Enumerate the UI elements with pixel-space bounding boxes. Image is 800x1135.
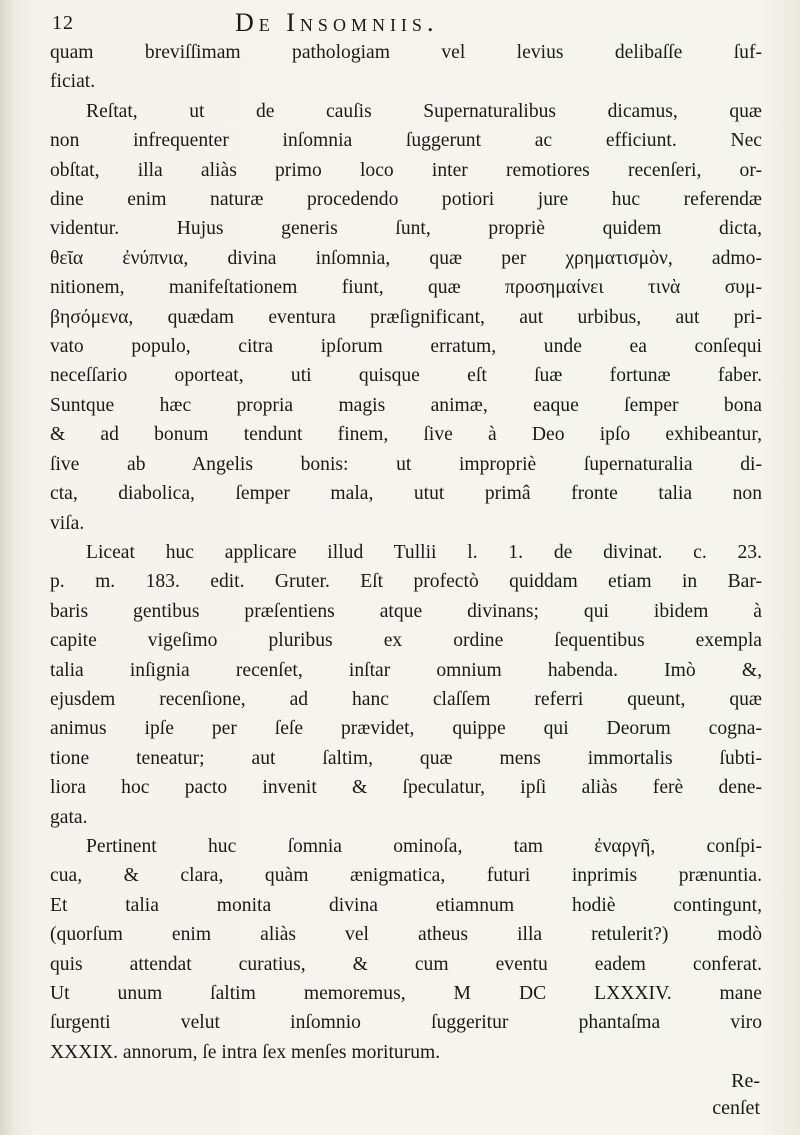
text-line: vato populo, citra ipſorum erratum, unde ea conſequi xyxy=(50,336,762,358)
text-line: capite vigeſimo pluribus ex ordine ſequentibus exempla xyxy=(50,630,762,652)
text-line: Pertinent huc ſomnia ominoſa, tam ἐναργῆ, conſpi- xyxy=(86,835,762,857)
text-line: θεῖα ἐνύπνια, divina inſomnia, quæ per χρηματισμὸν, admo- xyxy=(50,247,762,269)
text-line: nitionem, manifeſtationem fiunt, quæ προσημαίνει τινὰ συμ- xyxy=(50,277,762,299)
text-line: non infrequenter inſomnia ſuggerunt ac efficiunt. Nec xyxy=(50,130,762,152)
text-line: videntur. Hujus generis ſunt, propriè quidem dicta, xyxy=(50,218,762,240)
text-line: animus ipſe per ſeſe prævidet, quippe qui Deorum cogna- xyxy=(50,718,762,740)
running-title: De Insomniis. xyxy=(235,8,439,37)
text-line: XXXIX. annorum, ſe intra ſex menſes moriturum. xyxy=(50,1041,441,1063)
catchword-continuation: cenſet xyxy=(712,1097,760,1119)
text-line: Ut unum ſaltim memoremus, M DC LXXXIV. mane xyxy=(50,983,762,1004)
body-text xyxy=(50,38,762,1067)
text-line: liora hoc pacto invenit & ſpeculatur, ipſi aliàs ferè dene- xyxy=(50,777,762,799)
text-line: ſurgenti velut inſomnio ſuggeritur phantaſma viro xyxy=(50,1012,762,1034)
text-line: βησόμενα, quædam eventura præſignificant, aut urbibus, aut pri- xyxy=(50,306,762,328)
page-header xyxy=(50,8,750,38)
gutter-shadow xyxy=(0,0,14,1135)
text-line: neceſſario oporteat, uti quisque eſt ſuæ fortunæ faber. xyxy=(50,365,762,387)
text-line: (quorſum enim aliàs vel atheus illa retulerit?) modò xyxy=(50,924,762,946)
text-line: quis attendat curatius, & cum eventu eadem conferat. xyxy=(50,953,762,975)
text-line: cta, diabolica, ſemper mala, utut primâ fronte talia non xyxy=(50,483,762,505)
text-line: baris gentibus præſentiens atque divinans; qui ibidem à xyxy=(50,600,762,622)
text-line: obſtat, illa aliàs primo loco inter remotiores recenſeri, or- xyxy=(50,159,762,181)
text-line: Suntque hæc propria magis animæ, eaque ſemper bona xyxy=(50,394,762,416)
text-line: talia inſignia recenſet, inſtar omnium habenda. Imò &, xyxy=(50,659,762,681)
text-line: Liceat huc applicare illud Tullii l. 1. de divinat. c. 23. xyxy=(86,541,762,563)
text-line: p. m. 183. edit. Gruter. Eſt profectò quiddam etiam in Bar- xyxy=(50,571,762,593)
text-line: ficiat. xyxy=(50,71,96,93)
text-line: ſive ab Angelis bonis: ut impropriè ſupernaturalia di- xyxy=(50,453,762,475)
text-line: & ad bonum tendunt finem, ſive à Deo ipſo exhibeantur, xyxy=(50,424,762,446)
page-number: 12 xyxy=(52,12,74,34)
text-line: dine enim naturæ procedendo potiori jure huc referendæ xyxy=(50,189,762,211)
catchword: Re- xyxy=(731,1070,760,1092)
text-line: gata. xyxy=(50,806,88,828)
text-line: Reſtat, ut de cauſis Supernaturalibus dicamus, quæ xyxy=(86,100,762,122)
text-line: cua, & clara, quàm ænigmatica, futuri inprimis prænuntia. xyxy=(50,865,762,887)
text-line: ejusdem recenſione, ad hanc claſſem referri queunt, quæ xyxy=(50,688,762,710)
text-line: quam breviſſimam pathologiam vel levius delibaſſe ſuf- xyxy=(50,42,762,63)
text-line: Et talia monita divina etiamnum hodiè contingunt, xyxy=(50,894,762,916)
text-line: tione teneatur; aut ſaltim, quæ mens immortalis ſubti- xyxy=(50,747,762,769)
text-line: viſa. xyxy=(50,512,85,534)
